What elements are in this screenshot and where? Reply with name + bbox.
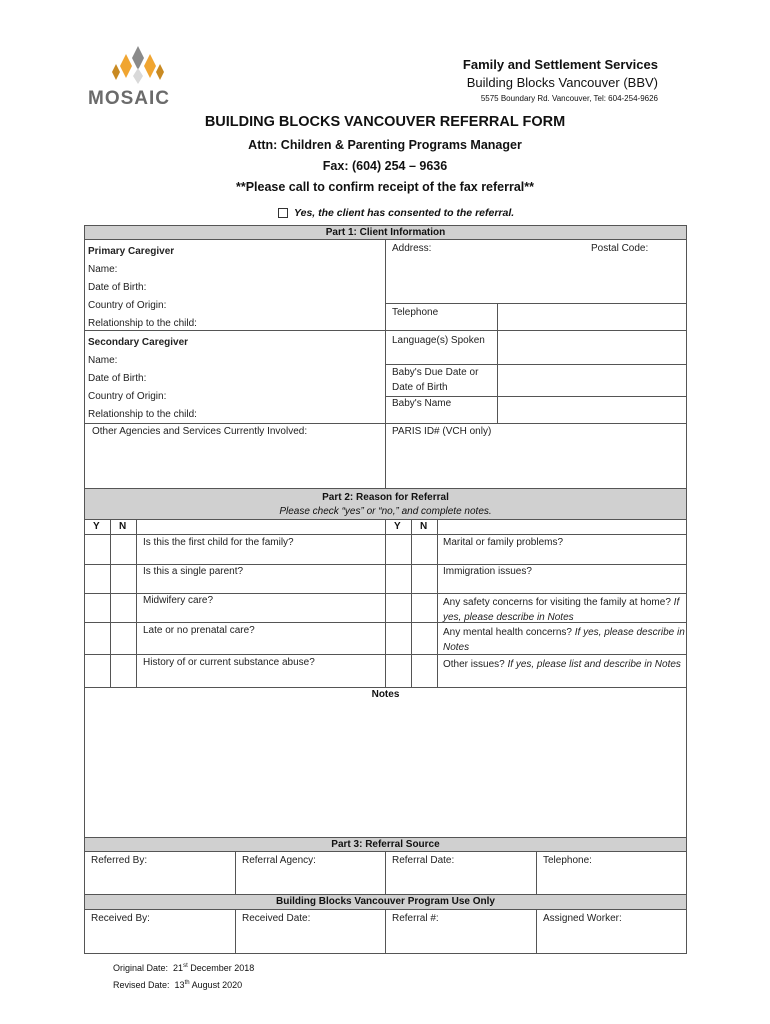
- primary-dob-field[interactable]: Date of Birth:: [88, 282, 147, 293]
- revised-date: Revised Date: 13th August 2020: [113, 980, 243, 990]
- secondary-caregiver-block: [88, 334, 197, 424]
- notes-area[interactable]: [85, 703, 686, 835]
- secondary-dob-field[interactable]: Date of Birth:: [88, 373, 147, 384]
- org-info: [463, 57, 658, 103]
- part1-title: Part 1: Client Information: [85, 225, 686, 240]
- confirm-note: **Please call to confirm receipt of the fax referral**: [235, 180, 535, 194]
- mosaic-logo-icon: [88, 44, 188, 88]
- received-by-field[interactable]: Received By:: [91, 913, 150, 924]
- org-name: Family and Settlement Services: [462, 57, 658, 72]
- secondary-relationship-field[interactable]: Relationship to the child:: [88, 409, 197, 420]
- secondary-country-field[interactable]: Country of Origin:: [88, 391, 167, 402]
- org-address: 5575 Boundary Rd. Vancouver, Tel: 604-254-9626: [480, 94, 658, 103]
- mosaic-logo: [88, 44, 188, 108]
- question-marital: Marital or family problems?: [443, 537, 564, 548]
- no-header-left: N: [119, 521, 127, 532]
- office-use-section: [84, 894, 687, 954]
- referral-telephone-field[interactable]: Telephone:: [543, 855, 592, 866]
- primary-caregiver-block: [88, 243, 197, 333]
- paris-id-field[interactable]: PARIS ID# (VCH only): [392, 426, 492, 437]
- referral-number-field[interactable]: Referral #:: [392, 913, 439, 924]
- question-mental-health: Any mental health concerns? If yes, please describe in Notes: [443, 627, 685, 653]
- question-prenatal: Late or no prenatal care?: [143, 625, 255, 636]
- yes-column-right[interactable]: [386, 534, 411, 687]
- primary-heading: Primary Caregiver: [88, 246, 175, 257]
- primary-name-field[interactable]: Name:: [88, 264, 118, 275]
- consent-checkbox[interactable]: [278, 208, 288, 218]
- part1-section: [84, 225, 687, 488]
- logo-text: MOSAIC: [88, 88, 170, 109]
- agencies-field[interactable]: Other Agencies and Services Currently Involved:: [92, 426, 308, 437]
- postal-code-field[interactable]: Postal Code:: [591, 243, 649, 254]
- assigned-worker-field[interactable]: Assigned Worker:: [543, 913, 622, 924]
- question-single-parent: Is this a single parent?: [143, 566, 244, 577]
- org-subtitle: Building Blocks Vancouver (BBV): [466, 75, 658, 90]
- referral-date-field[interactable]: Referral Date:: [392, 855, 455, 866]
- received-date-field[interactable]: Received Date:: [242, 913, 311, 924]
- footer-dates: [113, 959, 254, 993]
- notes-label: Notes: [371, 689, 400, 700]
- part3-title: Part 3: Referral Source: [85, 837, 686, 852]
- referral-agency-field[interactable]: Referral Agency:: [242, 855, 316, 866]
- question-other-issues: Other issues? If yes, please list and describe in Notes: [443, 659, 681, 670]
- no-column-left[interactable]: [111, 534, 136, 687]
- consent-label: Yes, the client has consented to the referral.: [294, 207, 515, 219]
- question-immigration: Immigration issues?: [443, 566, 532, 577]
- baby-name-field[interactable]: Baby's Name: [392, 398, 452, 409]
- question-first-child: Is this the first child for the family?: [143, 537, 294, 548]
- part2-title-band: [85, 488, 686, 520]
- fax-line: Fax: (604) 254 – 9636: [322, 159, 448, 173]
- due-date-field[interactable]: Baby's Due Date or Date of Birth: [392, 367, 479, 393]
- languages-field[interactable]: Language(s) Spoken: [392, 335, 485, 346]
- primary-country-field[interactable]: Country of Origin:: [88, 300, 167, 311]
- consent-row: [278, 207, 514, 219]
- question-midwifery: Midwifery care?: [143, 595, 214, 606]
- attn-line: Attn: Children & Parenting Programs Manager: [248, 138, 522, 152]
- question-safety: Any safety concerns for visiting the family at home? If yes, please describe in Notes: [443, 597, 680, 623]
- yes-header-left: Y: [93, 521, 100, 532]
- part2-subtitle: Please check “yes” or “no,” and complete notes.: [279, 506, 492, 517]
- yes-header-right: Y: [394, 521, 401, 532]
- primary-relationship-field[interactable]: Relationship to the child:: [88, 318, 197, 329]
- address-field[interactable]: Address:: [392, 243, 432, 254]
- original-date: Original Date: 21st December 2018: [113, 963, 255, 973]
- question-substance: History of or current substance abuse?: [143, 657, 315, 668]
- form-title: BUILDING BLOCKS VANCOUVER REFERRAL FORM: [204, 114, 566, 130]
- no-column-right[interactable]: [412, 534, 437, 687]
- secondary-heading: Secondary Caregiver: [88, 337, 189, 348]
- part2-section: [84, 488, 687, 837]
- part3-section: [84, 837, 687, 895]
- secondary-name-field[interactable]: Name:: [88, 355, 118, 366]
- yes-column-left[interactable]: [85, 534, 110, 687]
- part2-title: Part 2: Reason for Referral: [322, 492, 449, 503]
- telephone-field[interactable]: Telephone: [392, 307, 439, 318]
- referred-by-field[interactable]: Referred By:: [91, 855, 148, 866]
- no-header-right: N: [420, 521, 428, 532]
- office-use-title: Building Blocks Vancouver Program Use Only: [85, 894, 686, 910]
